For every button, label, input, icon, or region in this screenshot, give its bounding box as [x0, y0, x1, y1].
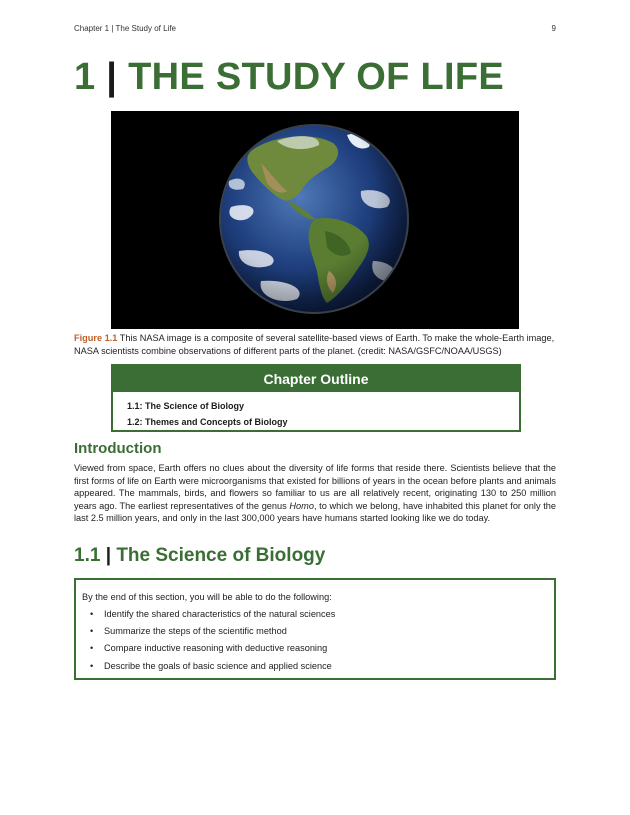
chapter-outline-heading: Chapter Outline: [113, 366, 519, 392]
section-number: 1.1: [74, 545, 101, 566]
chapter-title-text: THE STUDY OF LIFE: [128, 56, 505, 98]
chapter-title: [74, 56, 504, 99]
chapter-outline-list: [113, 392, 519, 430]
chapter-number: 1: [74, 56, 96, 98]
objective-item: • Describe the goals of basic science and applied science: [82, 658, 335, 675]
section-separator: |: [105, 545, 112, 566]
figure-label: Figure 1.1: [74, 333, 118, 343]
section-heading: [74, 545, 325, 567]
running-title: Chapter 1 | The Study of Life: [74, 24, 176, 33]
learning-objectives-list: [82, 606, 335, 675]
outline-item-1-1[interactable]: 1.1: The Science of Biology: [127, 401, 245, 411]
chapter-outline-box: [111, 364, 521, 432]
running-header: [74, 24, 556, 33]
outline-item-1-2[interactable]: 1.2: Themes and Concepts of Biology: [127, 417, 288, 427]
introduction-heading: Introduction: [74, 440, 162, 457]
learning-objectives-intro: By the end of this section, you will be able to do the following:: [82, 592, 332, 602]
introduction-italic-genus: Homo: [289, 500, 314, 511]
title-separator: |: [106, 56, 118, 98]
section-title: The Science of Biology: [116, 545, 326, 566]
page-number: 9: [551, 24, 556, 33]
learning-objectives-box: [74, 578, 556, 680]
objective-item: • Identify the shared characteristics of the natural sciences: [82, 606, 335, 623]
objective-item: • Summarize the steps of the scientific method: [82, 623, 335, 640]
objective-item: • Compare inductive reasoning with deductive reasoning: [82, 640, 335, 657]
figure-caption-text: This NASA image is a composite of several satellite-based views of Earth. To make the whole-Earth image, NASA scientists combine observations of different parts of the planet. (credit: NASA/GSFC/NOAA/USGS): [74, 333, 555, 356]
introduction-text-part-2: , to which we belong, have inhabited this planet for only the last 2.5 million years, and only in the last 300,000 years have humans started looking like we do today.: [74, 500, 556, 523]
introduction-body: [74, 462, 556, 525]
figure-caption: [74, 332, 556, 357]
earth-globe-illustration: [111, 111, 519, 329]
introduction-text-part-1: Viewed from space, Earth offers no clues about the diversity of life forms that reside there. Scientists believe that the first forms of life on Earth were microorganisms that existed for billions of years in the ocean before plants and animals appeared. The mammals, birds, and flowers so familiar to us are all relatively recent, originating 130 to 250 million years ago. The earliest representatives of the genus: [74, 463, 556, 511]
earth-figure-image: [111, 111, 519, 329]
